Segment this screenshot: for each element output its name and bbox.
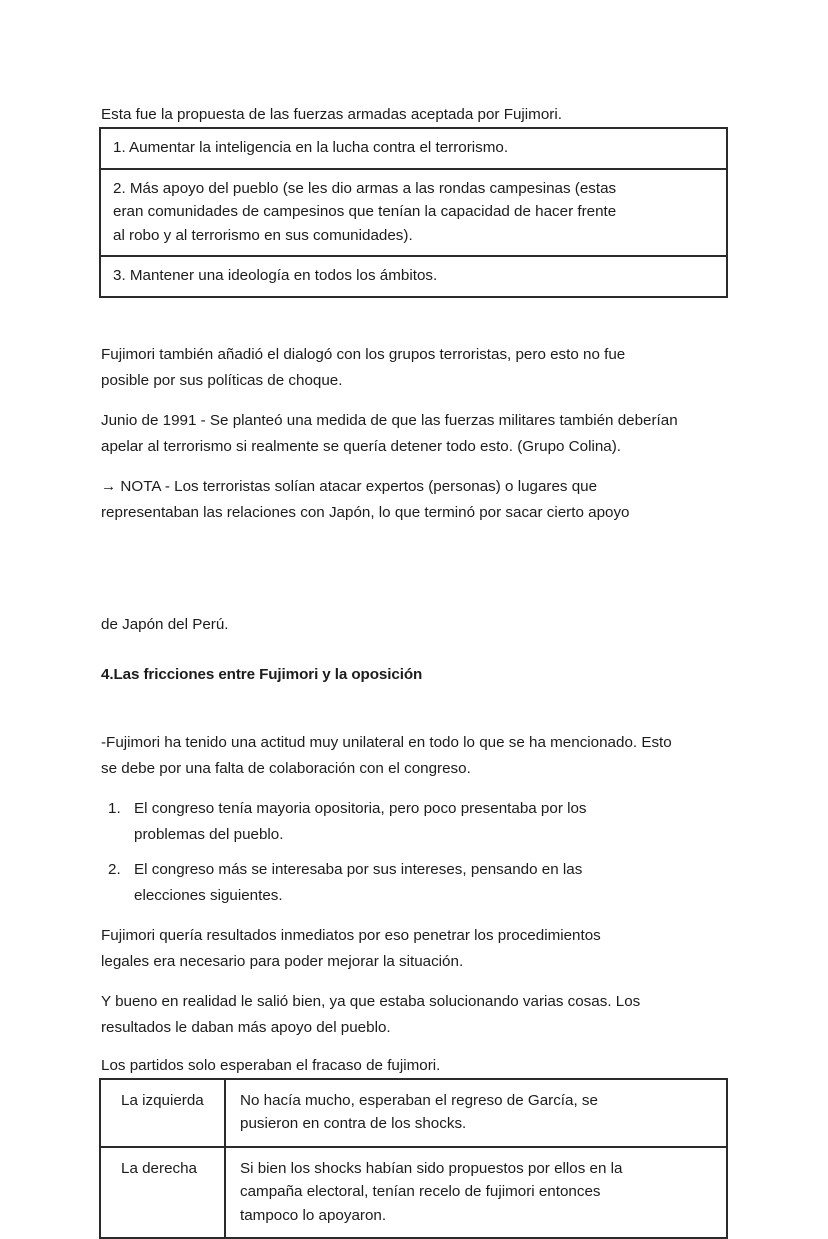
paragraph-unilateral-line-1: -Fujimori ha tenido una actitud muy unilateral en todo lo que se ha mencionado. Esto <box>101 730 729 756</box>
paragraph-resultados-line-1: Fujimori quería resultados inmediatos por eso penetrar los procedimientos <box>101 923 729 949</box>
parties-table <box>99 1078 728 1239</box>
spacer <box>99 638 729 664</box>
party-derecha-line-1: Si bien los shocks habían sido propuestos por ellos en la <box>240 1157 714 1181</box>
table-row <box>100 1079 727 1147</box>
congress-list <box>99 796 729 909</box>
list-item-1-line-2: problemas del pueblo. <box>134 822 729 848</box>
proposal-2-line-1: 2. Más apoyo del pueblo (se les dio armas a las rondas campesinas (estas <box>113 177 714 201</box>
paragraph-junio-1991 <box>99 408 729 460</box>
paragraph-nota-line-1: → NOTA - Los terroristas solían atacar expertos (personas) o lugares que <box>101 474 729 500</box>
table-row <box>100 1147 727 1239</box>
paragraph-nota-line-2: representaban las relaciones con Japón, lo que terminó por sacar cierto apoyo <box>101 500 729 526</box>
party-description-izquierda <box>225 1079 727 1147</box>
paragraph-dialogo-line-1: Fujimori también añadió el dialogó con los grupos terroristas, pero esto no fue <box>101 342 729 368</box>
paragraph-nota <box>99 474 729 526</box>
paragraph-japon-peru-line-1: de Japón del Perú. <box>101 612 729 638</box>
paragraph-unilateral <box>99 730 729 782</box>
spacer <box>99 686 729 730</box>
party-izquierda-line-2: pusieron en contra de los shocks. <box>240 1112 714 1136</box>
proposals-intro-line: Esta fue la propuesta de las fuerzas armadas aceptada por Fujimori. <box>101 104 729 126</box>
paragraph-unilateral-line-2: se debe por una falta de colaboración con el congreso. <box>101 756 729 782</box>
proposal-2-line-2: eran comunidades de campesinos que tenían la capacidad de hacer frente <box>113 200 714 224</box>
proposal-3-line-1: 3. Mantener una ideología en todos los ámbitos. <box>113 264 714 288</box>
paragraph-realidad <box>99 989 729 1041</box>
paragraph-junio-line-1: Junio de 1991 - Se planteó una medida de que las fuerzas militares también deberían <box>101 408 729 434</box>
table-row <box>100 169 727 257</box>
party-description-derecha <box>225 1147 727 1239</box>
proposal-cell-2 <box>100 169 727 257</box>
paragraph-resultados-line-2: legales era necesario para poder mejorar la situación. <box>101 949 729 975</box>
spacer <box>99 1041 729 1055</box>
proposal-1-line-1: 1. Aumentar la inteligencia en la lucha contra el terrorismo. <box>113 136 714 160</box>
section-heading: 4.Las fricciones entre Fujimori y la oposición <box>99 664 729 686</box>
paragraph-japon-peru <box>99 612 729 638</box>
list-item-2-line-1: El congreso más se interesaba por sus intereses, pensando en las <box>134 857 729 883</box>
table-row <box>100 128 727 169</box>
spacer <box>99 975 729 989</box>
paragraph-realidad-line-1: Y bueno en realidad le salió bien, ya que estaba solucionando varias cosas. Los <box>101 989 729 1015</box>
list-item-marker: 1. <box>108 796 121 822</box>
proposal-cell-3 <box>100 256 727 297</box>
list-item <box>108 857 729 909</box>
list-item <box>108 796 729 848</box>
paragraph-dialogo <box>99 342 729 394</box>
party-label-izquierda: La izquierda <box>100 1079 225 1147</box>
proposals-table <box>99 127 728 298</box>
paragraph-dialogo-line-2: posible por sus políticas de choque. <box>101 368 729 394</box>
proposal-2-line-3: al robo y al terrorismo en sus comunidades). <box>113 224 714 248</box>
spacer <box>99 394 729 408</box>
party-derecha-line-3: tampoco lo apoyaron. <box>240 1204 714 1228</box>
table-row <box>100 256 727 297</box>
proposal-cell-1 <box>100 128 727 169</box>
party-label-derecha: La derecha <box>100 1147 225 1239</box>
party-izquierda-line-1: No hacía mucho, esperaban el regreso de García, se <box>240 1089 714 1113</box>
spacer <box>99 298 729 342</box>
document-content <box>99 104 729 1239</box>
paragraph-realidad-line-2: resultados le daban más apoyo del pueblo. <box>101 1015 729 1041</box>
spacer <box>99 460 729 474</box>
spacer <box>99 909 729 923</box>
list-item-1-line-1: El congreso tenía mayoria opositoria, pero poco presentaba por los <box>134 796 729 822</box>
party-derecha-line-2: campaña electoral, tenían recelo de fujimori entonces <box>240 1180 714 1204</box>
page-break-spacer <box>99 526 729 612</box>
paragraph-junio-line-2: apelar al terrorismo si realmente se quería detener todo esto. (Grupo Colina). <box>101 434 729 460</box>
parties-intro-line: Los partidos solo esperaban el fracaso de fujimori. <box>101 1055 729 1077</box>
list-item-marker: 2. <box>108 857 121 883</box>
paragraph-resultados <box>99 923 729 975</box>
list-item-2-line-2: elecciones siguientes. <box>134 883 729 909</box>
spacer <box>99 782 729 796</box>
